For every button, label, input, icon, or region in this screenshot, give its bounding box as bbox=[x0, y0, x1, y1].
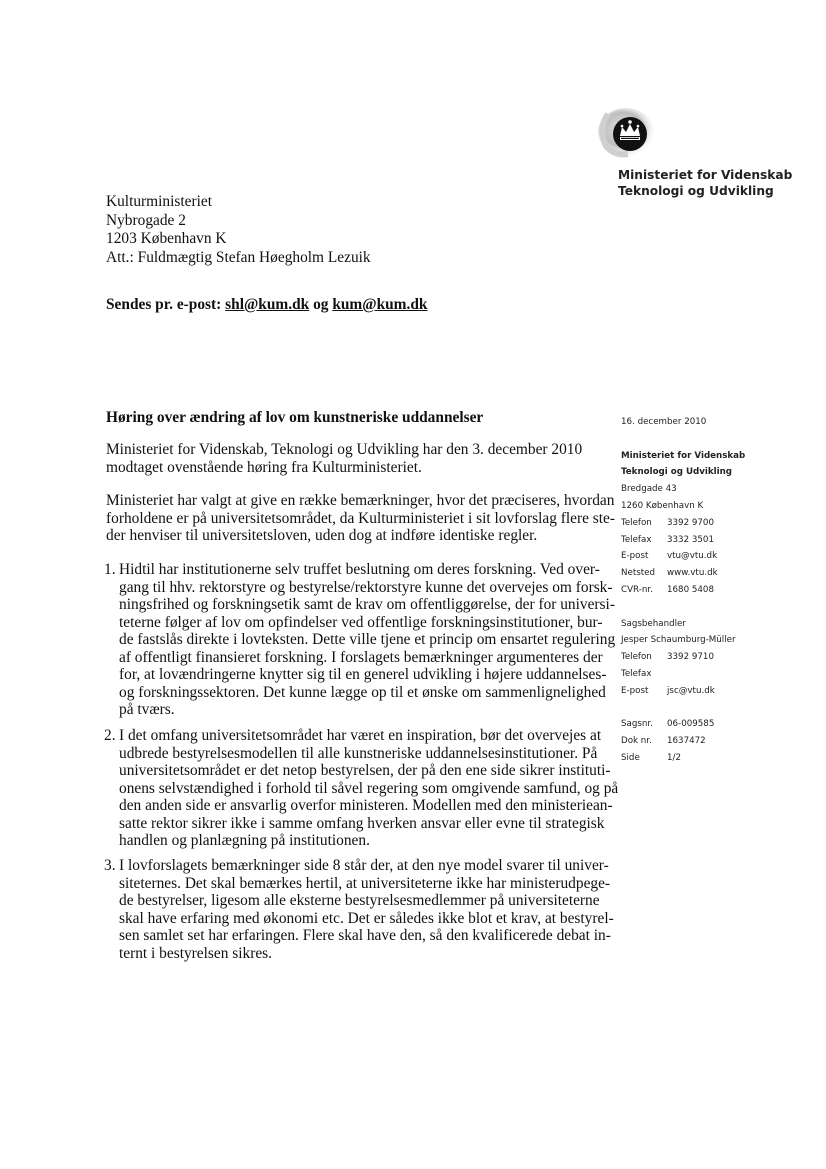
item-number: 2. bbox=[104, 727, 116, 744]
crown-emblem-icon bbox=[590, 104, 664, 166]
recipient-line: 1203 København K bbox=[106, 230, 227, 248]
contact-value: 3332 3501 bbox=[667, 534, 714, 545]
sender-org-line2: Teknologi og Udvikling bbox=[621, 467, 733, 478]
case-value: 1637472 bbox=[667, 736, 706, 747]
paragraph-line: modtaget ovenstående høring fra Kulturministeriet. bbox=[106, 458, 422, 476]
caseworker-email-link[interactable]: jsc@vtu.dk bbox=[667, 685, 715, 696]
item-line: af offentligt finansieret forskning. I forslagets bemærkninger argumenteres der bbox=[119, 648, 603, 666]
recipient-address bbox=[106, 193, 371, 267]
item-line: og forskningssektoren. Det kunne lægge op til et ønske om sammenlignelighed bbox=[119, 683, 606, 701]
ministry-name-line1: Ministeriet for Videnskab bbox=[618, 168, 793, 182]
ministry-name-line2: Teknologi og Udvikling bbox=[618, 183, 774, 198]
item-line: sen samlet set har erfaringen. Flere skal have den, så den kvalificerede debat in- bbox=[119, 927, 611, 944]
paragraph-line: Ministeriet har valgt at give en række bemærkninger, hvor det præciseres, hvordan bbox=[106, 492, 615, 509]
paragraph-line: Ministeriet for Videnskab, Teknologi og Udvikling har den 3. december 2010 bbox=[106, 441, 583, 458]
ministry-logo bbox=[590, 104, 664, 166]
contact-label: Telefax bbox=[621, 534, 652, 545]
letter-date: 16. december 2010 bbox=[621, 417, 707, 427]
item-line: på tværs. bbox=[119, 701, 175, 718]
contact-label: Telefax bbox=[621, 668, 652, 679]
item-line: de fastslås direkte i lovteksten. Dette ville tjene et princip om ensartet regulering bbox=[119, 631, 616, 648]
item-line: de bestyrelser, ligesom alle eksterne bestyrelsesmedlemmer på universiteterne bbox=[119, 892, 600, 909]
item-line: den anden side er ansvarlig overfor ministeren. Modellen med den ministeriean- bbox=[119, 797, 613, 814]
contact-value: 1680 5408 bbox=[667, 584, 714, 595]
page-indicator: 1/2 bbox=[667, 752, 681, 763]
item-number: 3. bbox=[104, 857, 116, 874]
contact-value: 3392 9710 bbox=[667, 652, 714, 663]
caseworker-row-fax bbox=[621, 666, 745, 683]
paragraph-line: forholdene er på universitetsområdet, da Kulturministeriet i sit lovforslag flere ste- bbox=[106, 509, 616, 527]
contact-row-fax bbox=[621, 532, 745, 549]
item-line: satte rektor sikrer ikke i samme omfang hverken ansvar eller evne til strategisk bbox=[119, 814, 605, 832]
email-link-kum[interactable]: kum@kum.dk bbox=[332, 296, 428, 313]
item-line: udbrede bestyrelsesmodellen til alle kunstneriske uddannelsesinstitutioner. På bbox=[119, 744, 598, 762]
context-paragraph bbox=[106, 492, 615, 545]
caseworker-row-email bbox=[621, 683, 745, 700]
caseworker-row-phone bbox=[621, 649, 745, 666]
item-line: Hidtil har institutionerne selv truffet beslutning om deres forskning. Ved over- bbox=[119, 561, 600, 578]
contact-label: CVR-nr. bbox=[621, 584, 653, 595]
sender-info-sidebar bbox=[621, 414, 745, 767]
paragraph-line: der henviser til universitetsloven, uden dog at indføre identiske regler. bbox=[106, 527, 538, 544]
item-line: onens selvstændighed i forhold til såvel regering som omgivende samfund, og på bbox=[119, 779, 619, 797]
sender-city: 1260 København K bbox=[621, 500, 704, 511]
send-by-email-label: Sendes pr. e-post: bbox=[106, 296, 226, 313]
caseworker-name: Jesper Schaumburg-Müller bbox=[621, 635, 736, 646]
item-line: universitetsområdet er det netop bestyrelsen, der på den ene side sikrer instituti- bbox=[119, 762, 611, 779]
case-value: 06-009585 bbox=[667, 719, 715, 730]
letter-subject: Høring over ændring af lov om kunstneriske uddannelser bbox=[106, 409, 484, 426]
contact-row-email bbox=[621, 548, 745, 565]
ministry-name bbox=[618, 168, 792, 199]
item-line: ningsfrihed og forskningsetik samt de krav om offentliggørelse, der for universi- bbox=[119, 596, 615, 613]
contact-label: Netsted bbox=[621, 568, 656, 579]
intro-paragraph bbox=[106, 441, 582, 476]
case-label: Side bbox=[621, 752, 640, 763]
contact-label: Telefon bbox=[621, 652, 652, 663]
email-connector: og bbox=[309, 296, 333, 313]
case-label: Dok nr. bbox=[621, 736, 652, 747]
item-line: skal have erfaring med økonomi etc. Det er således ikke blot et krav, at bestyrel- bbox=[119, 909, 614, 927]
contact-email-link[interactable]: vtu@vtu.dk bbox=[667, 551, 718, 562]
contact-label: E-post bbox=[621, 685, 649, 696]
contact-website-link[interactable]: www.vtu.dk bbox=[667, 568, 718, 579]
case-row-page bbox=[621, 750, 745, 767]
case-row-number bbox=[621, 716, 745, 733]
recipient-line: Nybrogade 2 bbox=[106, 211, 186, 229]
contact-label: E-post bbox=[621, 551, 649, 562]
item-line: handlen og planlægning på institutionen. bbox=[119, 832, 370, 849]
item-line: teterne følger af lov om opfindelser ved offentlige forskningsinstitutioner, bur- bbox=[119, 613, 603, 631]
recipient-line: Att.: Fuldmægtig Stefan Høegholm Lezuik bbox=[106, 248, 371, 266]
sender-org-line1: Ministeriet for Videnskab bbox=[621, 450, 746, 461]
item-number: 1. bbox=[104, 561, 116, 578]
email-link-shl[interactable]: shl@kum.dk bbox=[225, 296, 310, 313]
item-line: I lovforslagets bemærkninger side 8 står der, at den nye model svarer til univer- bbox=[119, 857, 609, 874]
case-label: Sagsnr. bbox=[621, 719, 653, 730]
item-line: gang til hhv. rektorstyre og bestyrelse/rektorstyre kunne det overvejes om forsk- bbox=[119, 578, 613, 596]
item-line: siteternes. Det skal bemærkes hertil, at universiteterne ikke har ministerudpege- bbox=[119, 874, 611, 892]
recipient-line: Kulturministeriet bbox=[106, 193, 213, 210]
send-by-email-line bbox=[106, 296, 427, 314]
case-row-doc bbox=[621, 733, 745, 750]
contact-label: Telefon bbox=[621, 517, 652, 528]
sender-street: Bredgade 43 bbox=[621, 484, 677, 495]
item-line: I det omfang universitetsområdet har været en inspiration, bør det overvejes at bbox=[119, 727, 602, 744]
item-line: ternt i bestyrelsen sikres. bbox=[119, 944, 273, 962]
caseworker-label: Sagsbehandler bbox=[621, 618, 686, 629]
contact-value: 3392 9700 bbox=[667, 517, 714, 528]
contact-row-phone bbox=[621, 515, 745, 532]
item-line: for, at lovændringerne knytter sig til en generel udvikling i højere uddannelses- bbox=[119, 666, 607, 683]
contact-row-website bbox=[621, 565, 745, 582]
contact-row-cvr bbox=[621, 582, 745, 599]
